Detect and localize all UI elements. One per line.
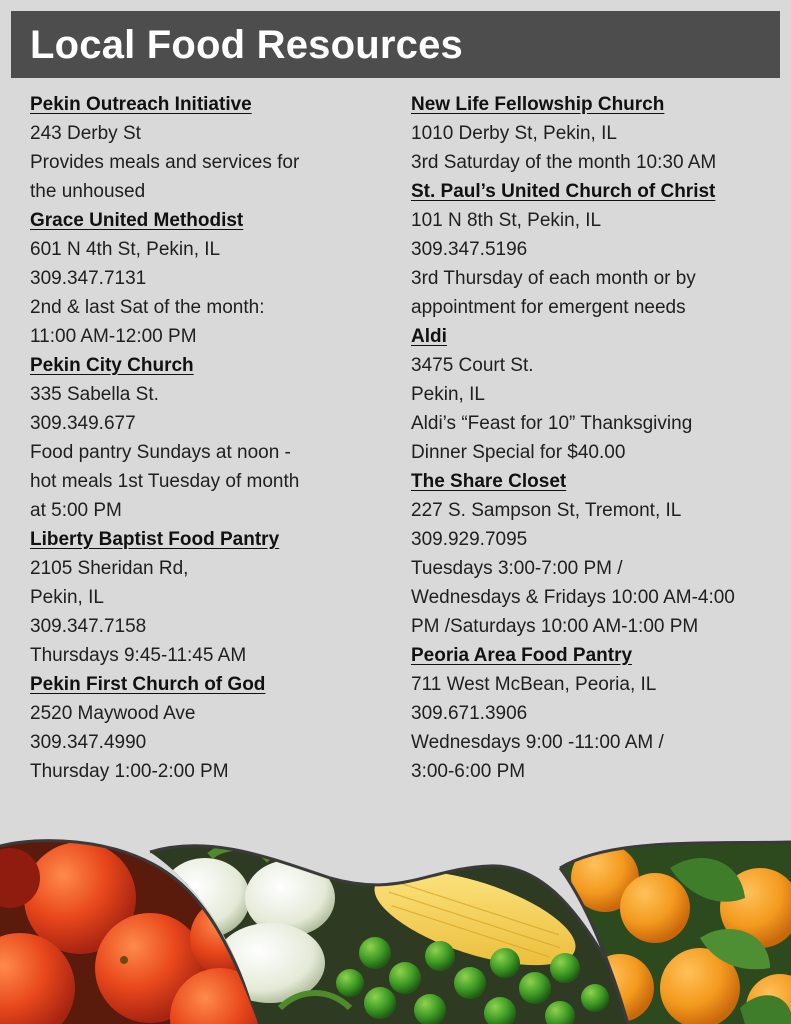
resource-detail: Tuesdays 3:00-7:00 PM /: [411, 558, 623, 579]
resource-detail: Wednesdays & Fridays 10:00 AM-4:00: [411, 587, 735, 608]
resource-detail: 2nd & last Sat of the month:: [30, 297, 265, 318]
resource-detail: PM /Saturdays 10:00 AM-1:00 PM: [411, 616, 699, 637]
resource-detail: 309.671.3906: [411, 703, 528, 724]
resource-detail: 3475 Court St.: [411, 355, 534, 376]
resource-name: Pekin City Church: [30, 355, 194, 376]
produce-photo-banner: [0, 838, 791, 1024]
resource-detail: 309.347.7131: [30, 268, 147, 289]
resource-name: New Life Fellowship Church: [411, 94, 665, 115]
resource-name: Aldi: [411, 326, 447, 347]
right-column: [411, 90, 781, 786]
resource-detail: Provides meals and services for: [30, 152, 300, 173]
resource-the-share-closet: [411, 467, 781, 641]
resource-detail: 309.347.5196: [411, 239, 528, 260]
resource-st-paul-s-united-church-of-christ: [411, 177, 781, 322]
resource-detail: Wednesdays 9:00 -11:00 AM /: [411, 732, 664, 753]
resource-detail: 11:00 AM-12:00 PM: [30, 326, 197, 347]
resource-name: Pekin First Church of God: [30, 674, 266, 695]
resource-detail: Thursdays 9:45-11:45 AM: [30, 645, 247, 666]
resource-detail: Aldi’s “Feast for 10” Thanksgiving: [411, 413, 693, 434]
resource-detail: at 5:00 PM: [30, 500, 122, 521]
resource-detail: 335 Sabella St.: [30, 384, 159, 405]
resource-name: St. Paul’s United Church of Christ: [411, 181, 716, 202]
resource-detail: 243 Derby St: [30, 123, 141, 144]
resource-name: Grace United Methodist: [30, 210, 244, 231]
resource-grace-united-methodist: [30, 206, 400, 351]
page-title: Local Food Resources: [30, 23, 463, 67]
resource-peoria-area-food-pantry: [411, 641, 781, 786]
resource-detail: 2105 Sheridan Rd,: [30, 558, 189, 579]
left-column: [30, 90, 400, 786]
resource-new-life-fellowship-church: [411, 90, 781, 177]
resource-detail: 309.349.677: [30, 413, 136, 434]
resource-detail: Pekin, IL: [411, 384, 485, 405]
resource-detail: 309.929.7095: [411, 529, 528, 550]
resource-detail: 101 N 8th St, Pekin, IL: [411, 210, 602, 231]
resource-detail: appointment for emergent needs: [411, 297, 686, 318]
resource-name: Liberty Baptist Food Pantry: [30, 529, 280, 550]
resource-detail: 711 West McBean, Peoria, IL: [411, 674, 657, 695]
resource-detail: 1010 Derby St, Pekin, IL: [411, 123, 617, 144]
resource-name: Pekin Outreach Initiative: [30, 94, 252, 115]
resource-name: Peoria Area Food Pantry: [411, 645, 633, 666]
resource-detail: 601 N 4th St, Pekin, IL: [30, 239, 221, 260]
resource-pekin-outreach-initiative: [30, 90, 400, 206]
resource-detail: hot meals 1st Tuesday of month: [30, 471, 300, 492]
resource-detail: Pekin, IL: [30, 587, 104, 608]
resource-detail: 2520 Maywood Ave: [30, 703, 196, 724]
resource-pekin-first-church-of-god: [30, 670, 400, 786]
resource-detail: 309.347.4990: [30, 732, 147, 753]
resource-name: The Share Closet: [411, 471, 567, 492]
title-bar: [11, 11, 780, 78]
resource-detail: 3:00-6:00 PM: [411, 761, 526, 782]
resource-detail: 227 S. Sampson St, Tremont, IL: [411, 500, 682, 521]
resource-detail: Food pantry Sundays at noon -: [30, 442, 291, 463]
resource-detail: Dinner Special for $40.00: [411, 442, 626, 463]
resource-detail: 309.347.7158: [30, 616, 147, 637]
resource-pekin-city-church: [30, 351, 400, 525]
resource-detail: 3rd Thursday of each month or by: [411, 268, 696, 289]
resource-detail: 3rd Saturday of the month 10:30 AM: [411, 152, 717, 173]
resource-aldi: [411, 322, 781, 467]
resource-detail: the unhoused: [30, 181, 146, 202]
resource-detail: Thursday 1:00-2:00 PM: [30, 761, 229, 782]
resource-liberty-baptist-food-pantry: [30, 525, 400, 670]
